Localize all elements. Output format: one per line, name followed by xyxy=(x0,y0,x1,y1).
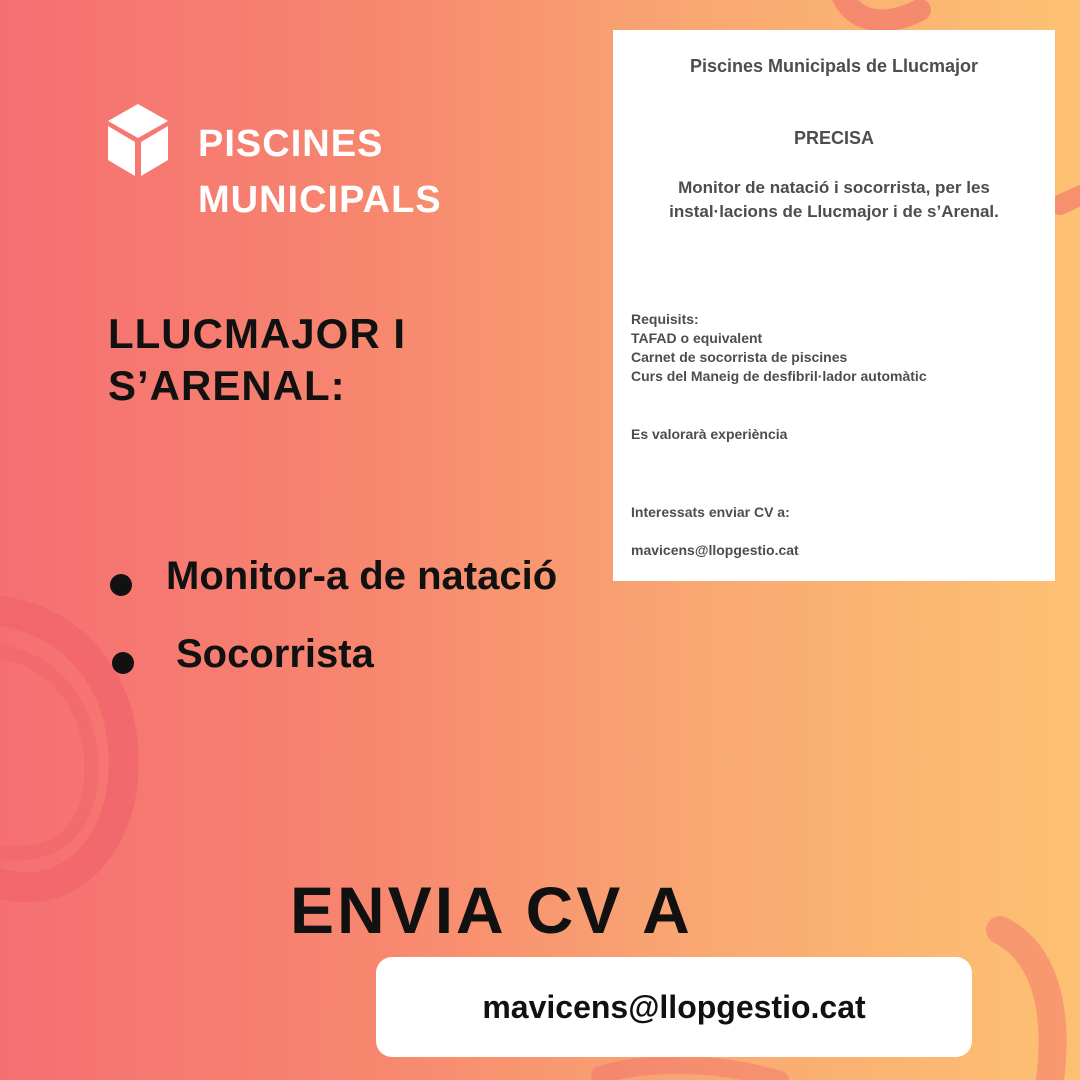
brush-stroke-bottom-right xyxy=(1000,930,1053,1080)
job-label: Socorrista xyxy=(176,632,374,676)
job-notice-document xyxy=(613,30,1055,581)
brush-stroke-left-inner xyxy=(0,650,92,853)
brush-stroke-right xyxy=(1060,192,1080,205)
notice-email: mavicens@llopgestio.cat xyxy=(631,542,799,558)
location-line-2: S’ARENAL: xyxy=(108,362,346,409)
notice-title: Piscines Municipals de Llucmajor xyxy=(689,56,979,76)
cube-icon xyxy=(106,102,170,178)
requirements-heading: Requisits: xyxy=(631,311,699,327)
bullet-icon xyxy=(110,574,132,596)
notice-send-label: Interessats enviar CV a: xyxy=(631,504,790,520)
notice-experience: Es valorarà experiència xyxy=(631,426,788,442)
email-link[interactable]: mavicens@llopgestio.cat xyxy=(482,988,866,1025)
bullet-icon xyxy=(112,652,134,674)
brand-line-2: MUNICIPALS xyxy=(198,179,442,221)
brush-stroke-top-right xyxy=(840,0,920,20)
requirement-item: TAFAD o equivalent xyxy=(631,330,763,346)
notice-description: Monitor de natació i socorrista, per les instal·lacions de Llucmajor i de s’Arenal. xyxy=(669,178,999,221)
location-heading xyxy=(108,308,548,412)
brand-logo xyxy=(106,102,442,228)
notice-requirements xyxy=(631,310,927,386)
email-box[interactable] xyxy=(376,957,972,1057)
brush-stroke-bottom xyxy=(600,1065,780,1080)
location-line-1: LLUCMAJOR I xyxy=(108,310,406,357)
brand-name xyxy=(198,116,442,228)
requirement-item: Carnet de socorrista de piscines xyxy=(631,349,848,365)
requirement-item: Curs del Maneig de desfibril·lador automàtic xyxy=(631,368,927,384)
job-label: Monitor-a de natació xyxy=(166,554,558,598)
cta-heading: ENVIA CV A xyxy=(290,873,693,947)
notice-precisa: PRECISA xyxy=(793,128,874,148)
brand-line-1: PISCINES xyxy=(198,123,384,165)
brush-stroke-left xyxy=(0,609,124,887)
